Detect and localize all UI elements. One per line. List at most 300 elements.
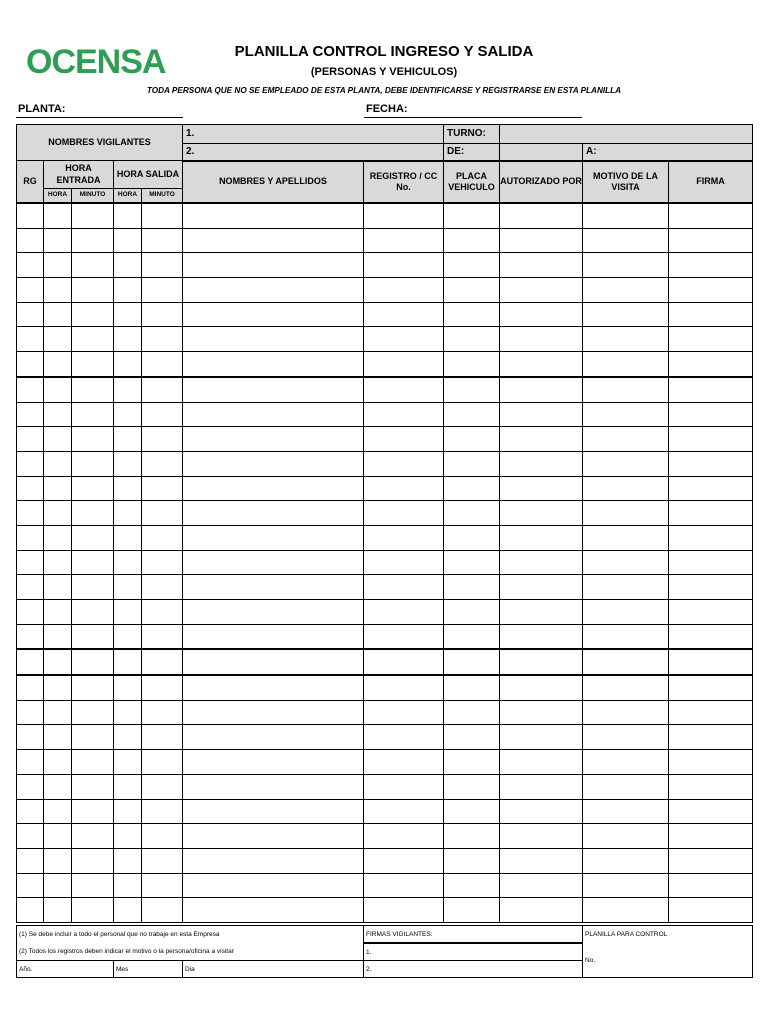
table-cell[interactable] [583, 873, 669, 898]
table-cell[interactable] [183, 228, 364, 253]
table-cell[interactable] [44, 624, 72, 649]
table-cell[interactable] [669, 278, 753, 303]
table-cell[interactable] [500, 451, 583, 476]
table-cell[interactable] [17, 575, 44, 600]
table-cell[interactable] [17, 600, 44, 625]
table-cell[interactable] [500, 750, 583, 775]
table-cell[interactable] [500, 278, 583, 303]
table-cell[interactable] [583, 327, 669, 352]
table-cell[interactable] [142, 600, 183, 625]
table-cell[interactable] [142, 649, 183, 675]
table-cell[interactable] [364, 327, 444, 352]
table-cell[interactable] [669, 550, 753, 575]
table-cell[interactable] [44, 451, 72, 476]
table-cell[interactable] [364, 725, 444, 750]
table-cell[interactable] [72, 774, 114, 799]
de-field[interactable] [500, 144, 583, 161]
table-cell[interactable] [500, 624, 583, 649]
a-field[interactable]: A: [583, 144, 753, 161]
table-cell[interactable] [669, 700, 753, 725]
table-cell[interactable] [583, 675, 669, 700]
table-cell[interactable] [114, 204, 142, 229]
table-cell[interactable] [17, 278, 44, 303]
table-cell[interactable] [500, 799, 583, 824]
table-cell[interactable] [17, 774, 44, 799]
table-cell[interactable] [183, 649, 364, 675]
table-cell[interactable] [72, 476, 114, 501]
table-cell[interactable] [364, 451, 444, 476]
table-cell[interactable] [669, 799, 753, 824]
table-cell[interactable] [669, 725, 753, 750]
table-cell[interactable] [17, 649, 44, 675]
table-cell[interactable] [142, 624, 183, 649]
table-cell[interactable] [364, 675, 444, 700]
table-cell[interactable] [114, 402, 142, 427]
table-cell[interactable] [364, 750, 444, 775]
table-cell[interactable] [44, 253, 72, 278]
table-cell[interactable] [114, 228, 142, 253]
table-cell[interactable] [444, 451, 500, 476]
table-cell[interactable] [44, 700, 72, 725]
table-cell[interactable] [142, 253, 183, 278]
table-cell[interactable] [444, 427, 500, 452]
table-cell[interactable] [669, 848, 753, 873]
table-cell[interactable] [183, 799, 364, 824]
table-cell[interactable] [183, 675, 364, 700]
table-cell[interactable] [444, 624, 500, 649]
table-cell[interactable] [500, 550, 583, 575]
table-cell[interactable] [17, 550, 44, 575]
table-cell[interactable] [142, 824, 183, 849]
table-cell[interactable] [44, 402, 72, 427]
table-cell[interactable] [114, 774, 142, 799]
table-cell[interactable] [183, 824, 364, 849]
table-cell[interactable] [183, 402, 364, 427]
table-cell[interactable] [114, 427, 142, 452]
table-cell[interactable] [17, 624, 44, 649]
table-cell[interactable] [583, 501, 669, 526]
table-cell[interactable] [583, 600, 669, 625]
table-cell[interactable] [669, 873, 753, 898]
table-cell[interactable] [500, 377, 583, 402]
table-cell[interactable] [142, 427, 183, 452]
table-cell[interactable] [669, 649, 753, 675]
table-cell[interactable] [17, 476, 44, 501]
table-cell[interactable] [500, 352, 583, 377]
table-cell[interactable] [142, 575, 183, 600]
table-cell[interactable] [142, 774, 183, 799]
table-cell[interactable] [17, 873, 44, 898]
table-cell[interactable] [114, 352, 142, 377]
table-cell[interactable] [364, 253, 444, 278]
table-cell[interactable] [72, 600, 114, 625]
table-cell[interactable] [44, 799, 72, 824]
table-cell[interactable] [142, 228, 183, 253]
table-cell[interactable] [44, 204, 72, 229]
table-cell[interactable] [17, 302, 44, 327]
table-cell[interactable] [72, 575, 114, 600]
table-cell[interactable] [500, 675, 583, 700]
table-cell[interactable] [142, 700, 183, 725]
table-cell[interactable] [72, 824, 114, 849]
table-cell[interactable] [444, 302, 500, 327]
table-cell[interactable] [444, 750, 500, 775]
table-cell[interactable] [583, 624, 669, 649]
table-cell[interactable] [364, 700, 444, 725]
table-cell[interactable] [17, 750, 44, 775]
table-cell[interactable] [183, 700, 364, 725]
table-cell[interactable] [583, 824, 669, 849]
table-cell[interactable] [72, 750, 114, 775]
table-cell[interactable] [44, 476, 72, 501]
table-cell[interactable] [142, 451, 183, 476]
table-cell[interactable] [444, 675, 500, 700]
table-cell[interactable] [364, 525, 444, 550]
table-cell[interactable] [114, 799, 142, 824]
table-cell[interactable] [444, 575, 500, 600]
table-cell[interactable] [583, 774, 669, 799]
table-cell[interactable] [583, 228, 669, 253]
table-cell[interactable] [72, 525, 114, 550]
table-cell[interactable] [444, 278, 500, 303]
table-cell[interactable] [44, 824, 72, 849]
table-cell[interactable] [669, 377, 753, 402]
table-cell[interactable] [500, 204, 583, 229]
table-cell[interactable] [183, 600, 364, 625]
table-cell[interactable] [17, 501, 44, 526]
table-cell[interactable] [44, 873, 72, 898]
table-cell[interactable] [114, 575, 142, 600]
table-cell[interactable] [17, 427, 44, 452]
table-cell[interactable] [444, 799, 500, 824]
table-cell[interactable] [17, 675, 44, 700]
table-cell[interactable] [364, 649, 444, 675]
table-cell[interactable] [444, 649, 500, 675]
table-cell[interactable] [364, 501, 444, 526]
table-cell[interactable] [114, 873, 142, 898]
table-cell[interactable] [669, 501, 753, 526]
table-cell[interactable] [669, 253, 753, 278]
table-cell[interactable] [669, 575, 753, 600]
table-cell[interactable] [72, 327, 114, 352]
table-cell[interactable] [142, 550, 183, 575]
table-cell[interactable] [44, 750, 72, 775]
table-cell[interactable] [114, 700, 142, 725]
table-cell[interactable] [114, 377, 142, 402]
table-cell[interactable] [669, 451, 753, 476]
table-cell[interactable] [114, 750, 142, 775]
table-cell[interactable] [114, 476, 142, 501]
table-cell[interactable] [44, 600, 72, 625]
table-cell[interactable] [17, 451, 44, 476]
table-cell[interactable] [583, 550, 669, 575]
table-cell[interactable] [44, 550, 72, 575]
table-cell[interactable] [500, 725, 583, 750]
table-cell[interactable] [500, 476, 583, 501]
table-cell[interactable] [669, 427, 753, 452]
table-cell[interactable] [669, 302, 753, 327]
table-cell[interactable] [500, 228, 583, 253]
table-cell[interactable] [142, 675, 183, 700]
table-cell[interactable] [364, 774, 444, 799]
table-cell[interactable] [444, 501, 500, 526]
table-cell[interactable] [444, 525, 500, 550]
table-cell[interactable] [142, 725, 183, 750]
table-cell[interactable] [17, 228, 44, 253]
table-cell[interactable] [183, 204, 364, 229]
table-cell[interactable] [114, 302, 142, 327]
table-cell[interactable] [583, 725, 669, 750]
table-cell[interactable] [142, 476, 183, 501]
table-cell[interactable] [44, 898, 72, 923]
table-cell[interactable] [44, 352, 72, 377]
firma-vigilante-2-field[interactable]: 2. [364, 961, 583, 978]
table-cell[interactable] [583, 402, 669, 427]
table-cell[interactable] [500, 649, 583, 675]
table-cell[interactable] [183, 898, 364, 923]
table-cell[interactable] [114, 725, 142, 750]
table-cell[interactable] [142, 848, 183, 873]
table-cell[interactable] [364, 624, 444, 649]
table-cell[interactable] [17, 352, 44, 377]
table-cell[interactable] [500, 774, 583, 799]
table-cell[interactable] [364, 799, 444, 824]
table-cell[interactable] [72, 352, 114, 377]
firma-vigilante-1-field[interactable]: 1. [364, 943, 583, 961]
table-cell[interactable] [17, 402, 44, 427]
table-cell[interactable] [17, 898, 44, 923]
table-cell[interactable] [444, 377, 500, 402]
table-cell[interactable] [142, 799, 183, 824]
table-cell[interactable] [142, 377, 183, 402]
table-cell[interactable] [17, 253, 44, 278]
table-cell[interactable] [364, 427, 444, 452]
table-cell[interactable] [444, 725, 500, 750]
vigilante-2-field[interactable]: 2. [183, 144, 444, 161]
table-cell[interactable] [44, 427, 72, 452]
fecha-field[interactable] [364, 117, 582, 118]
table-cell[interactable] [500, 575, 583, 600]
table-cell[interactable] [72, 228, 114, 253]
table-cell[interactable] [583, 700, 669, 725]
table-cell[interactable] [583, 750, 669, 775]
planta-field[interactable] [16, 117, 183, 118]
table-cell[interactable] [44, 575, 72, 600]
table-cell[interactable] [114, 253, 142, 278]
table-cell[interactable] [364, 204, 444, 229]
table-cell[interactable] [669, 402, 753, 427]
table-cell[interactable] [583, 525, 669, 550]
table-cell[interactable] [364, 824, 444, 849]
table-cell[interactable] [183, 501, 364, 526]
table-cell[interactable] [142, 278, 183, 303]
table-cell[interactable] [444, 873, 500, 898]
table-cell[interactable] [669, 600, 753, 625]
table-cell[interactable] [183, 352, 364, 377]
table-cell[interactable] [72, 302, 114, 327]
table-cell[interactable] [183, 451, 364, 476]
table-cell[interactable] [142, 352, 183, 377]
table-cell[interactable] [17, 377, 44, 402]
table-cell[interactable] [364, 898, 444, 923]
table-cell[interactable] [17, 799, 44, 824]
table-cell[interactable] [669, 476, 753, 501]
table-cell[interactable] [583, 898, 669, 923]
mes-field[interactable]: Mes [114, 961, 183, 978]
table-cell[interactable] [142, 402, 183, 427]
table-cell[interactable] [500, 427, 583, 452]
table-cell[interactable] [444, 402, 500, 427]
table-cell[interactable] [500, 402, 583, 427]
table-cell[interactable] [669, 228, 753, 253]
planilla-no-field[interactable]: No. [583, 943, 753, 978]
table-cell[interactable] [72, 253, 114, 278]
table-cell[interactable] [444, 352, 500, 377]
table-cell[interactable] [114, 525, 142, 550]
table-cell[interactable] [44, 228, 72, 253]
table-cell[interactable] [444, 600, 500, 625]
table-cell[interactable] [669, 824, 753, 849]
table-cell[interactable] [669, 352, 753, 377]
table-cell[interactable] [669, 327, 753, 352]
table-cell[interactable] [364, 228, 444, 253]
turno-field[interactable] [500, 125, 753, 144]
table-cell[interactable] [583, 575, 669, 600]
table-cell[interactable] [444, 253, 500, 278]
table-cell[interactable] [183, 377, 364, 402]
table-cell[interactable] [142, 204, 183, 229]
table-cell[interactable] [583, 848, 669, 873]
table-cell[interactable] [17, 848, 44, 873]
table-cell[interactable] [183, 575, 364, 600]
table-cell[interactable] [183, 873, 364, 898]
table-cell[interactable] [364, 377, 444, 402]
table-cell[interactable] [500, 700, 583, 725]
table-cell[interactable] [583, 204, 669, 229]
table-cell[interactable] [583, 377, 669, 402]
table-cell[interactable] [500, 501, 583, 526]
table-cell[interactable] [44, 327, 72, 352]
table-cell[interactable] [142, 898, 183, 923]
table-cell[interactable] [17, 204, 44, 229]
table-cell[interactable] [669, 204, 753, 229]
vigilante-1-field[interactable]: 1. [183, 125, 444, 144]
table-cell[interactable] [183, 476, 364, 501]
table-cell[interactable] [142, 302, 183, 327]
table-cell[interactable] [72, 402, 114, 427]
table-cell[interactable] [444, 228, 500, 253]
table-cell[interactable] [44, 848, 72, 873]
table-cell[interactable] [183, 253, 364, 278]
table-cell[interactable] [114, 451, 142, 476]
table-cell[interactable] [183, 624, 364, 649]
table-cell[interactable] [583, 253, 669, 278]
table-cell[interactable] [364, 476, 444, 501]
table-cell[interactable] [444, 824, 500, 849]
table-cell[interactable] [142, 750, 183, 775]
table-cell[interactable] [500, 327, 583, 352]
table-cell[interactable] [500, 848, 583, 873]
dia-field[interactable]: Dia [183, 961, 364, 978]
table-cell[interactable] [114, 898, 142, 923]
table-cell[interactable] [444, 848, 500, 873]
table-cell[interactable] [669, 898, 753, 923]
table-cell[interactable] [72, 427, 114, 452]
table-cell[interactable] [72, 550, 114, 575]
table-cell[interactable] [364, 302, 444, 327]
table-cell[interactable] [364, 550, 444, 575]
table-cell[interactable] [444, 550, 500, 575]
table-cell[interactable] [114, 600, 142, 625]
table-cell[interactable] [183, 327, 364, 352]
table-cell[interactable] [183, 750, 364, 775]
table-cell[interactable] [583, 427, 669, 452]
table-cell[interactable] [183, 550, 364, 575]
table-cell[interactable] [142, 501, 183, 526]
table-cell[interactable] [583, 649, 669, 675]
table-cell[interactable] [364, 278, 444, 303]
table-cell[interactable] [72, 377, 114, 402]
table-cell[interactable] [142, 525, 183, 550]
table-cell[interactable] [364, 600, 444, 625]
table-cell[interactable] [583, 476, 669, 501]
table-cell[interactable] [669, 525, 753, 550]
table-cell[interactable] [500, 525, 583, 550]
table-cell[interactable] [669, 774, 753, 799]
table-cell[interactable] [444, 476, 500, 501]
table-cell[interactable] [183, 725, 364, 750]
table-cell[interactable] [500, 898, 583, 923]
table-cell[interactable] [114, 501, 142, 526]
table-cell[interactable] [114, 624, 142, 649]
table-cell[interactable] [183, 278, 364, 303]
table-cell[interactable] [444, 774, 500, 799]
table-cell[interactable] [444, 898, 500, 923]
table-cell[interactable] [17, 700, 44, 725]
table-cell[interactable] [44, 774, 72, 799]
table-cell[interactable] [364, 575, 444, 600]
table-cell[interactable] [72, 725, 114, 750]
table-cell[interactable] [183, 302, 364, 327]
table-cell[interactable] [669, 750, 753, 775]
table-cell[interactable] [364, 848, 444, 873]
table-cell[interactable] [17, 725, 44, 750]
table-cell[interactable] [500, 600, 583, 625]
table-cell[interactable] [72, 799, 114, 824]
table-cell[interactable] [583, 302, 669, 327]
table-cell[interactable] [142, 327, 183, 352]
table-cell[interactable] [583, 278, 669, 303]
table-cell[interactable] [72, 873, 114, 898]
table-cell[interactable] [183, 848, 364, 873]
table-cell[interactable] [364, 352, 444, 377]
table-cell[interactable] [444, 204, 500, 229]
table-cell[interactable] [500, 824, 583, 849]
table-cell[interactable] [114, 550, 142, 575]
table-cell[interactable] [72, 700, 114, 725]
table-cell[interactable] [72, 675, 114, 700]
table-cell[interactable] [114, 327, 142, 352]
table-cell[interactable] [17, 824, 44, 849]
table-cell[interactable] [44, 725, 72, 750]
table-cell[interactable] [142, 873, 183, 898]
table-cell[interactable] [44, 278, 72, 303]
table-cell[interactable] [72, 278, 114, 303]
table-cell[interactable] [44, 649, 72, 675]
table-cell[interactable] [72, 501, 114, 526]
table-cell[interactable] [72, 898, 114, 923]
table-cell[interactable] [44, 675, 72, 700]
